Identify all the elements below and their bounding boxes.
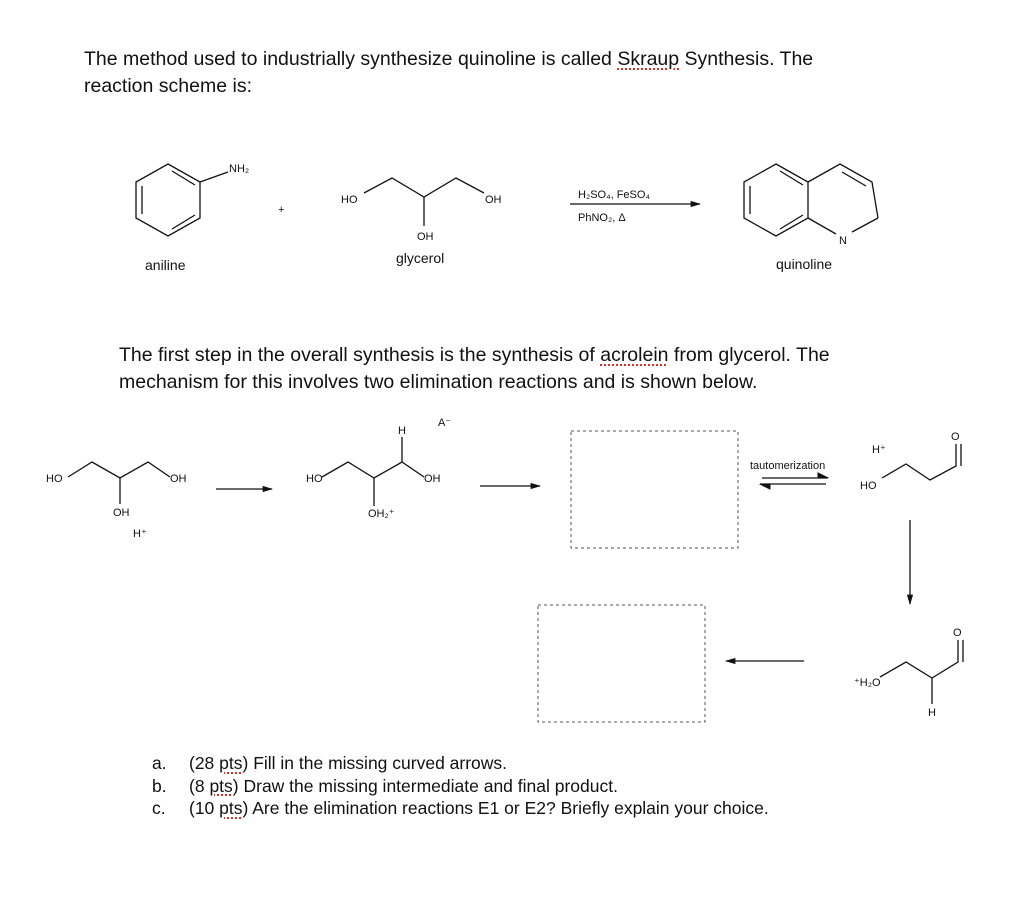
aniline-name: aniline [145, 257, 186, 273]
aniline-nh2-label: NH₂ [229, 163, 250, 175]
step1-text: The first step in the overall synthesis is the synthesis of [119, 344, 601, 366]
mechanism-protonated-aldehyde [854, 627, 963, 719]
glycerol-name: glycerol [396, 250, 445, 266]
m1-ho-label: HO [46, 473, 63, 485]
tautomerization-label: tautomerization [750, 460, 826, 472]
prot-o-label: O [953, 627, 962, 639]
m2-oh2-plus-label: OH₂⁺ [368, 508, 395, 520]
intro-text: The method used to industrially synthesize quinoline is called [84, 48, 618, 70]
enol-o-label: O [951, 431, 960, 443]
glycerol-ho-label: HO [341, 194, 358, 206]
question-letter: b. [152, 775, 167, 796]
enol-ho-label: HO [860, 480, 877, 492]
question-a [152, 752, 972, 775]
question-post: ) Draw the missing intermediate and final product. [232, 775, 618, 796]
question-letter: a. [152, 753, 167, 773]
question-post: ) Are the elimination reactions E1 or E2? Briefly explain your choice. [242, 798, 769, 818]
quinoline-n-label: N [839, 235, 847, 247]
glycerol-oh-bottom-label: OH [417, 231, 434, 243]
pts-word: pts [209, 775, 233, 796]
question-text [189, 775, 618, 798]
question-b [152, 775, 972, 798]
aniline-structure [136, 163, 249, 273]
tautomerization-arrows [750, 460, 828, 484]
mechanism-enol [860, 431, 961, 492]
prot-h2o-label: ⁺H₂O [854, 677, 881, 689]
mechanism-glycerol [46, 462, 187, 540]
reagents-top-label: H₂SO₄, FeSO₄ [578, 189, 650, 201]
step1-line2: mechanism for this involves two elimination reactions and is shown below. [119, 371, 758, 393]
intro-line2: reaction scheme is: [84, 75, 252, 97]
m1-oh-right-label: OH [170, 473, 187, 485]
glycerol-oh-right-label: OH [485, 194, 502, 206]
question-list [152, 752, 972, 820]
m2-oh-right-label: OH [424, 473, 441, 485]
m2-h-label: H [398, 425, 406, 437]
quinoline-structure [744, 164, 878, 272]
final-product-box[interactable] [538, 605, 705, 722]
question-c [152, 797, 972, 820]
m2-a-minus-label: A⁻ [438, 417, 452, 429]
question-pre: (28 [189, 753, 220, 773]
acrolein-word: acrolein [600, 344, 669, 366]
question-post: ) Fill in the missing curved arrows. [242, 753, 508, 773]
glycerol-structure [341, 178, 502, 266]
m1-oh-bottom-label: OH [113, 507, 130, 519]
question-text [189, 797, 769, 820]
enol-hplus-label: H⁺ [872, 444, 886, 456]
reaction-arrow-conditions [570, 189, 700, 224]
pts-word: pts [219, 753, 243, 773]
m1-hplus-label: H⁺ [133, 528, 147, 540]
plus-sign: + [278, 204, 285, 216]
missing-intermediate-box[interactable] [571, 431, 738, 548]
pts-word: pts [219, 798, 243, 818]
question-pre: (8 [189, 775, 210, 796]
quinoline-name: quinoline [776, 256, 833, 272]
prot-h-label: H [928, 707, 936, 719]
intro-text-end: Synthesis. The [679, 48, 814, 70]
mechanism-oxonium [306, 417, 451, 520]
step1-text-end: from glycerol. The [668, 344, 830, 366]
question-pre: (10 [189, 798, 220, 818]
skraup-word: Skraup [617, 48, 680, 70]
m2-ho-label: HO [306, 473, 323, 485]
question-letter: c. [152, 798, 166, 818]
reagents-bottom-label: PhNO₂, Δ [578, 212, 626, 224]
question-text [189, 752, 507, 775]
